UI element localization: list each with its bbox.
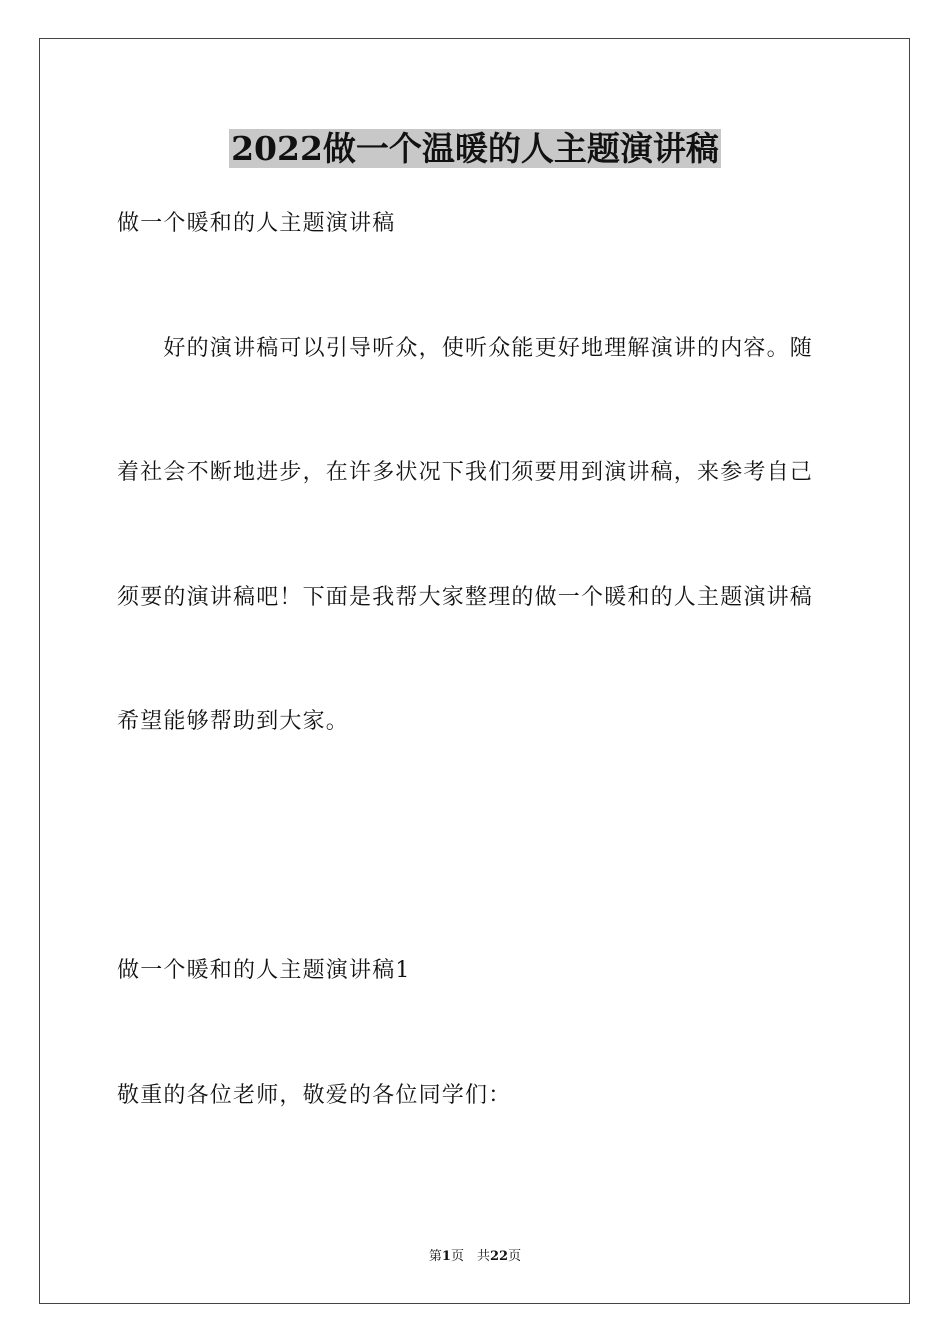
document-title-text: 2022做一个温暖的人主题演讲稿 xyxy=(231,129,719,168)
salutation: 敬重的各位老师，敬爱的各位同学们： xyxy=(117,1083,512,1108)
intro-line-3: 须要的演讲稿吧！下面是我帮大家整理的做一个暖和的人主题演讲稿 xyxy=(117,585,814,610)
footer-page-total: 22 xyxy=(489,1249,509,1264)
intro-line-1: 好的演讲稿可以引导听众，使听众能更好地理解演讲的内容。随 xyxy=(117,336,814,361)
page-footer xyxy=(0,1248,950,1266)
footer-page-current: 1 xyxy=(441,1249,451,1264)
footer-mid: 页 共 xyxy=(450,1249,490,1264)
section-heading: 做一个暖和的人主题演讲稿1 xyxy=(117,958,411,983)
document-subtitle: 做一个暖和的人主题演讲稿 xyxy=(117,211,396,236)
document-title xyxy=(0,126,950,172)
footer-prefix: 第 xyxy=(428,1249,442,1264)
intro-line-4: 希望能够帮助到大家。 xyxy=(117,709,350,734)
footer-suffix: 页 xyxy=(508,1249,522,1264)
intro-line-2: 着社会不断地进步，在许多状况下我们须要用到演讲稿，来参考自己 xyxy=(117,460,814,485)
